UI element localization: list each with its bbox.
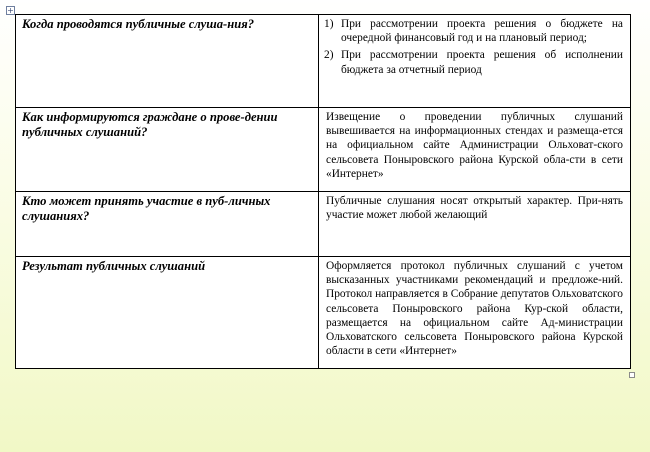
list-item xyxy=(326,17,623,45)
question-cell: Как информируются граждане о прове-дении публичных слушаний? xyxy=(16,108,319,192)
question-cell: Результат публичных слушаний xyxy=(16,257,319,369)
question-cell: Когда проводятся публичные слуша-ния? xyxy=(16,15,319,108)
answer-cell xyxy=(319,15,631,108)
answer-cell: Извещение о проведении публичных слушаний вывешивается на информационных стендах и размеща-ется на официальном сайте Администрации Ольховат-ского сельсовета Поныровского района Курской обла-сти в сети «Интернет» xyxy=(319,108,631,192)
answer-list xyxy=(326,17,623,77)
table-row xyxy=(16,108,631,192)
list-item xyxy=(326,48,623,76)
list-item-text: При рассмотрении проекта решения об исполнении бюджета за отчетный период xyxy=(341,49,623,76)
public-hearings-table xyxy=(15,14,631,369)
table-resize-handle-icon[interactable] xyxy=(629,372,635,378)
list-number: 1) xyxy=(324,18,334,30)
answer-cell: Публичные слушания носят открытый характер. При-нять участие может любой желающий xyxy=(319,192,631,257)
question-cell: Кто может принять участие в пуб-личных слушаниях? xyxy=(16,192,319,257)
table-row xyxy=(16,15,631,108)
answer-cell: Оформляется протокол публичных слушаний с учетом высказанных участниками рекомендаций и предложе-ний. Протокол направляется в Собрание депутатов Ольховатского сельсовета Поныровского района Кур-ской области, размещается на официальном сайте Ад-министрации Ольховатского сельсовета Поныровского района Курской области в сети «Интернет» xyxy=(319,257,631,369)
table-move-handle-icon[interactable]: + xyxy=(7,6,14,15)
table-row xyxy=(16,192,631,257)
table-row xyxy=(16,257,631,369)
list-number: 2) xyxy=(324,49,334,62)
list-item-text: При рассмотрении проекта решения о бюджете на очередной финансовый год и на плановый период; xyxy=(341,18,623,45)
